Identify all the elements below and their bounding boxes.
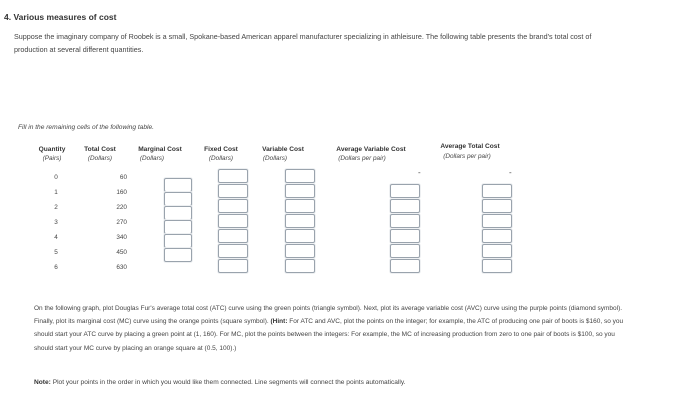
header-atc-unit: (Dollars per pair) — [443, 153, 491, 160]
note-text: Plot your points in the order in which you would like them connected. Line segments will connect the points automatically. — [50, 379, 406, 386]
header-marginal-cost-unit: (Dollars) — [139, 155, 165, 162]
avc-input[interactable] — [390, 229, 420, 243]
fixed-cost-input[interactable] — [218, 184, 248, 198]
fixed-cost-input[interactable] — [218, 214, 248, 228]
graph-instructions-part2: For ATC and AVC, plot the points on the integer; for example, the ATC of producing one pair of boots is $160, so you should start your ATC curve by placing a green point at (1, 160). For MC, plot the points between the integers: For example, the MC of increasing production from zero to one pair of boots is $100, so you should start your MC curve by placing an orange square at (0.5, 100).) — [34, 318, 624, 352]
marginal-cost-input[interactable] — [164, 220, 192, 234]
total-cost-cell: 340 — [116, 234, 127, 241]
header-total-cost-unit: (Dollars) — [87, 155, 113, 162]
note-label: Note: — [34, 379, 51, 386]
atc-dash: - — [509, 168, 512, 177]
header-avc: Average Variable Cost — [336, 146, 406, 153]
variable-cost-input[interactable] — [285, 199, 315, 213]
avc-input[interactable] — [390, 214, 420, 228]
header-total-cost: Total Cost — [84, 146, 116, 153]
header-atc: Average Total Cost — [440, 143, 500, 150]
fixed-cost-input[interactable] — [218, 169, 248, 183]
graph-instructions-part1: On the following graph, plot Douglas Fur's average total cost (ATC) curve using the green points (triangle symbol). Next, plot its average variable cost (AVC) curve using the purple points (diamond symbol). Finally, plot its marginal cost (MC) curve using the orange points (square symbol). — [34, 305, 623, 326]
marginal-cost-input[interactable] — [164, 248, 192, 262]
section-title: 4. Various measures of cost — [4, 12, 117, 22]
header-quantity-unit: (Pairs) — [42, 155, 62, 162]
variable-cost-input[interactable] — [285, 169, 315, 183]
graph-instructions — [34, 302, 634, 355]
avc-input[interactable] — [390, 184, 420, 198]
variable-cost-input[interactable] — [285, 184, 315, 198]
header-marginal-cost: Marginal Cost — [138, 146, 182, 153]
total-cost-cell: 220 — [116, 204, 127, 211]
quantity-cell: 2 — [54, 204, 58, 211]
header-fixed-cost: Fixed Cost — [204, 146, 238, 153]
fixed-cost-input[interactable] — [218, 259, 248, 273]
variable-cost-input[interactable] — [285, 259, 315, 273]
fixed-cost-input[interactable] — [218, 199, 248, 213]
avc-input[interactable] — [390, 199, 420, 213]
total-cost-cell: 60 — [119, 174, 127, 181]
total-cost-cell: 160 — [116, 189, 127, 196]
atc-input[interactable] — [482, 244, 512, 258]
atc-input[interactable] — [482, 259, 512, 273]
avc-input[interactable] — [390, 259, 420, 273]
note — [34, 379, 634, 386]
variable-cost-input[interactable] — [285, 229, 315, 243]
atc-input[interactable] — [482, 214, 512, 228]
quantity-cell: 3 — [54, 219, 58, 226]
atc-input[interactable] — [482, 184, 512, 198]
marginal-cost-input[interactable] — [164, 178, 192, 192]
avc-input[interactable] — [390, 244, 420, 258]
quantity-cell: 6 — [54, 264, 58, 271]
variable-cost-input[interactable] — [285, 214, 315, 228]
variable-cost-input[interactable] — [285, 244, 315, 258]
marginal-cost-input[interactable] — [164, 206, 192, 220]
atc-input[interactable] — [482, 199, 512, 213]
quantity-cell: 4 — [54, 234, 58, 241]
quantity-cell: 1 — [54, 189, 58, 196]
fixed-cost-input[interactable] — [218, 244, 248, 258]
fixed-cost-input[interactable] — [218, 229, 248, 243]
quantity-cell: 0 — [54, 174, 58, 181]
atc-input[interactable] — [482, 229, 512, 243]
table-instruction: Fill in the remaining cells of the following table. — [18, 124, 154, 131]
quantity-cell: 5 — [54, 249, 58, 256]
total-cost-cell: 450 — [116, 249, 127, 256]
total-cost-cell: 270 — [116, 219, 127, 226]
header-variable-cost: Variable Cost — [262, 146, 304, 153]
marginal-cost-input[interactable] — [164, 192, 192, 206]
header-quantity: Quantity — [38, 146, 66, 153]
header-fixed-cost-unit: (Dollars) — [208, 155, 234, 162]
header-variable-cost-unit: (Dollars) — [262, 155, 288, 162]
marginal-cost-input[interactable] — [164, 234, 192, 248]
hint-label: (Hint: — [270, 318, 288, 326]
intro-paragraph: Suppose the imaginary company of Roobek is a small, Spokane-based American apparel manufacturer specializing in athleisure. The following table presents the brand's total cost of production at several different quantities. — [14, 32, 592, 54]
avc-dash: - — [418, 168, 421, 177]
header-avc-unit: (Dollars per pair) — [338, 155, 386, 162]
total-cost-cell: 630 — [116, 264, 127, 271]
